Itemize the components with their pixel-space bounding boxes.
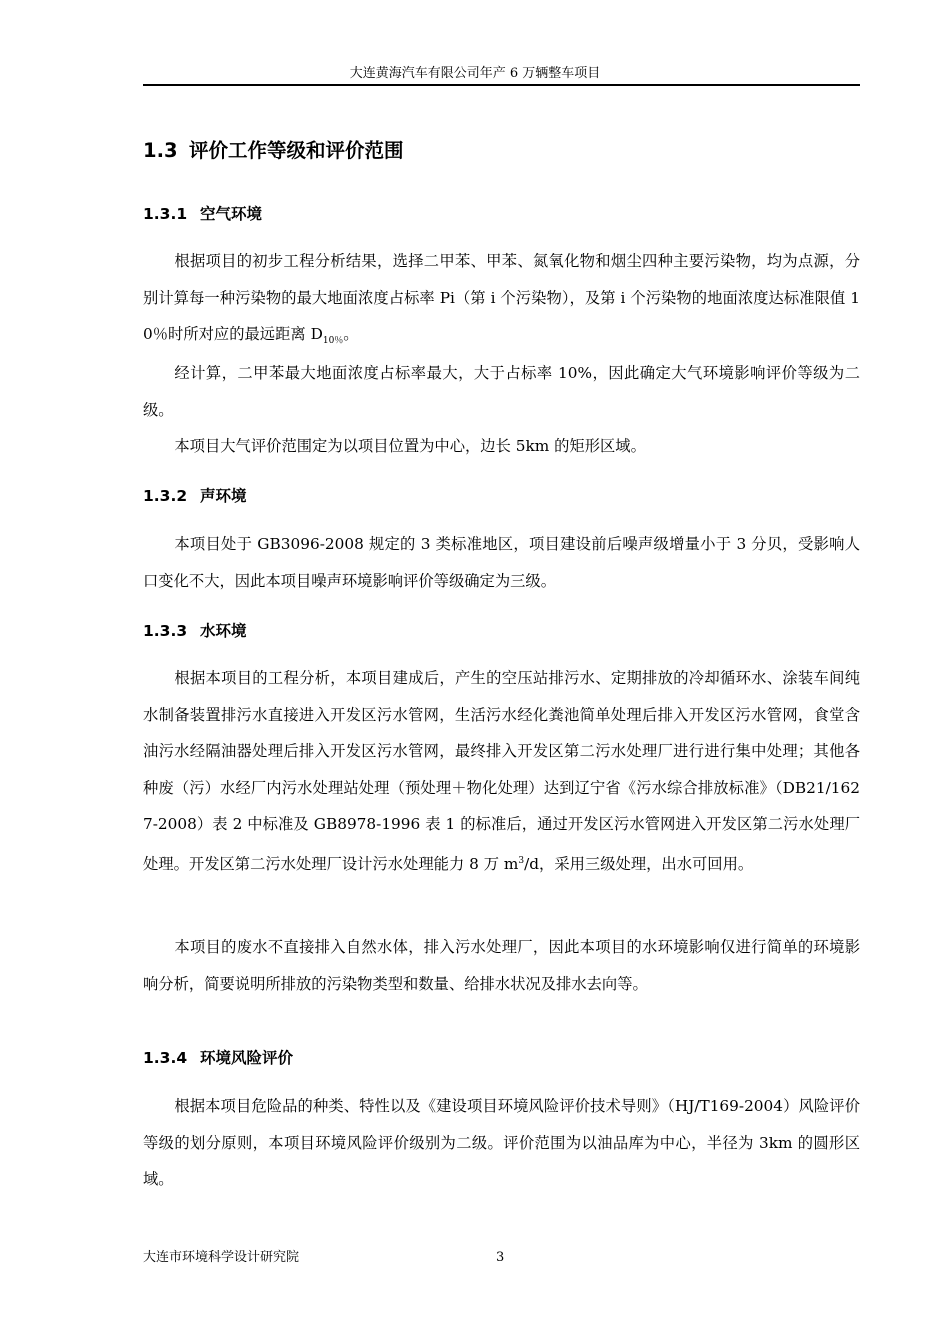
page-number: 3 [496, 1250, 505, 1265]
subsection-title: 水环境 [200, 622, 247, 640]
section-heading [143, 139, 404, 163]
paragraph-air-2: 经计算，二甲苯最大地面浓度占标率最大，大于占标率 10%，因此确定大气环境影响评价等级为二级。 [143, 364, 860, 419]
paragraph-water-2: 本项目的废水不直接排入自然水体，排入污水处理厂，因此本项目的水环境影响仅进行简单的环境影响分析，简要说明所排放的污染物类型和数量、给排水状况及排水去向等。 [143, 938, 860, 993]
footer-organization: 大连市环境科学设计研究院 [143, 1250, 300, 1265]
subsection-title: 空气环境 [200, 205, 263, 223]
header-rule [143, 84, 860, 86]
section-number: 1.3 [143, 139, 178, 162]
paragraph-water-1: 根据本项目的工程分析，本项目建成后，产生的空压站排污水、定期排放的冷却循环水、涂装车间纯水制备装置排污水直接进入开发区污水管网，生活污水经化粪池简单处理后排入开发区污水管网，食堂含油污水经隔油器处理后排入开发区污水管网，最终排入开发区第二污水处理厂进行进行集中处理；其他各种废（污）水经厂内污水处理站处理（预处理＋物化处理）达到辽宁省《污水综合排放标准》（DB21/1627-2008）表 2 中标准及 GB8978-1996 表 1 的标准后，通过开发区污水管网进入开发区第二污水处理厂处理。开发区第二污水处理厂设计污水处理能力 8 万 $m^3/d$，采用三级处理，出水可回用。 [143, 669, 860, 873]
paragraph-risk-1: 根据本项目危险品的种类、特性以及《建设项目环境风险评价技术导则》（HJ/T169-2004）风险评价等级的划分原则，本项目环境风险评价级别为二级。评价范围为以油品库为中心，半径为 3km 的圆形区域。 [143, 1097, 860, 1188]
subsection-heading-risk [143, 1048, 293, 1068]
subsection-heading-noise [143, 486, 247, 506]
section-title: 评价工作等级和评价范围 [189, 139, 404, 162]
paragraph-air-3: 本项目大气评价范围定为以项目位置为中心，边长 5km 的矩形区域。 [174, 437, 646, 455]
subsection-number: 1.3.4 [143, 1049, 188, 1067]
subsection-title: 环境风险评价 [200, 1049, 294, 1067]
paragraph-air-1: 根据项目的初步工程分析结果，选择二甲苯、甲苯、氮氧化物和烟尘四种主要污染物，均为点源，分别计算每一种污染物的最大地面浓度占标率 Pi（第 i 个污染物），及第 i 个污染物的地面浓度达标准限值 10％时所对应的最远距离 $D_{10\%}$。 [143, 252, 860, 347]
subsection-number: 1.3.1 [143, 205, 188, 223]
subsection-number: 1.3.3 [143, 622, 188, 640]
running-header: 大连黄海汽车有限公司年产 6 万辆整车项目 [349, 66, 601, 81]
paragraph-noise-1: 本项目处于 GB3096-2008 规定的 3 类标准地区，项目建设前后噪声级增量小于 3 分贝，受影响人口变化不大，因此本项目噪声环境影响评价等级确定为三级。 [143, 535, 860, 590]
subsection-number: 1.3.2 [143, 487, 188, 505]
subsection-title: 声环境 [200, 487, 247, 505]
subsection-heading-water [143, 621, 247, 641]
superscript-m3: 3 [518, 855, 525, 866]
subsection-heading-air [143, 204, 262, 224]
subscript-d10: 10％ [322, 336, 344, 347]
